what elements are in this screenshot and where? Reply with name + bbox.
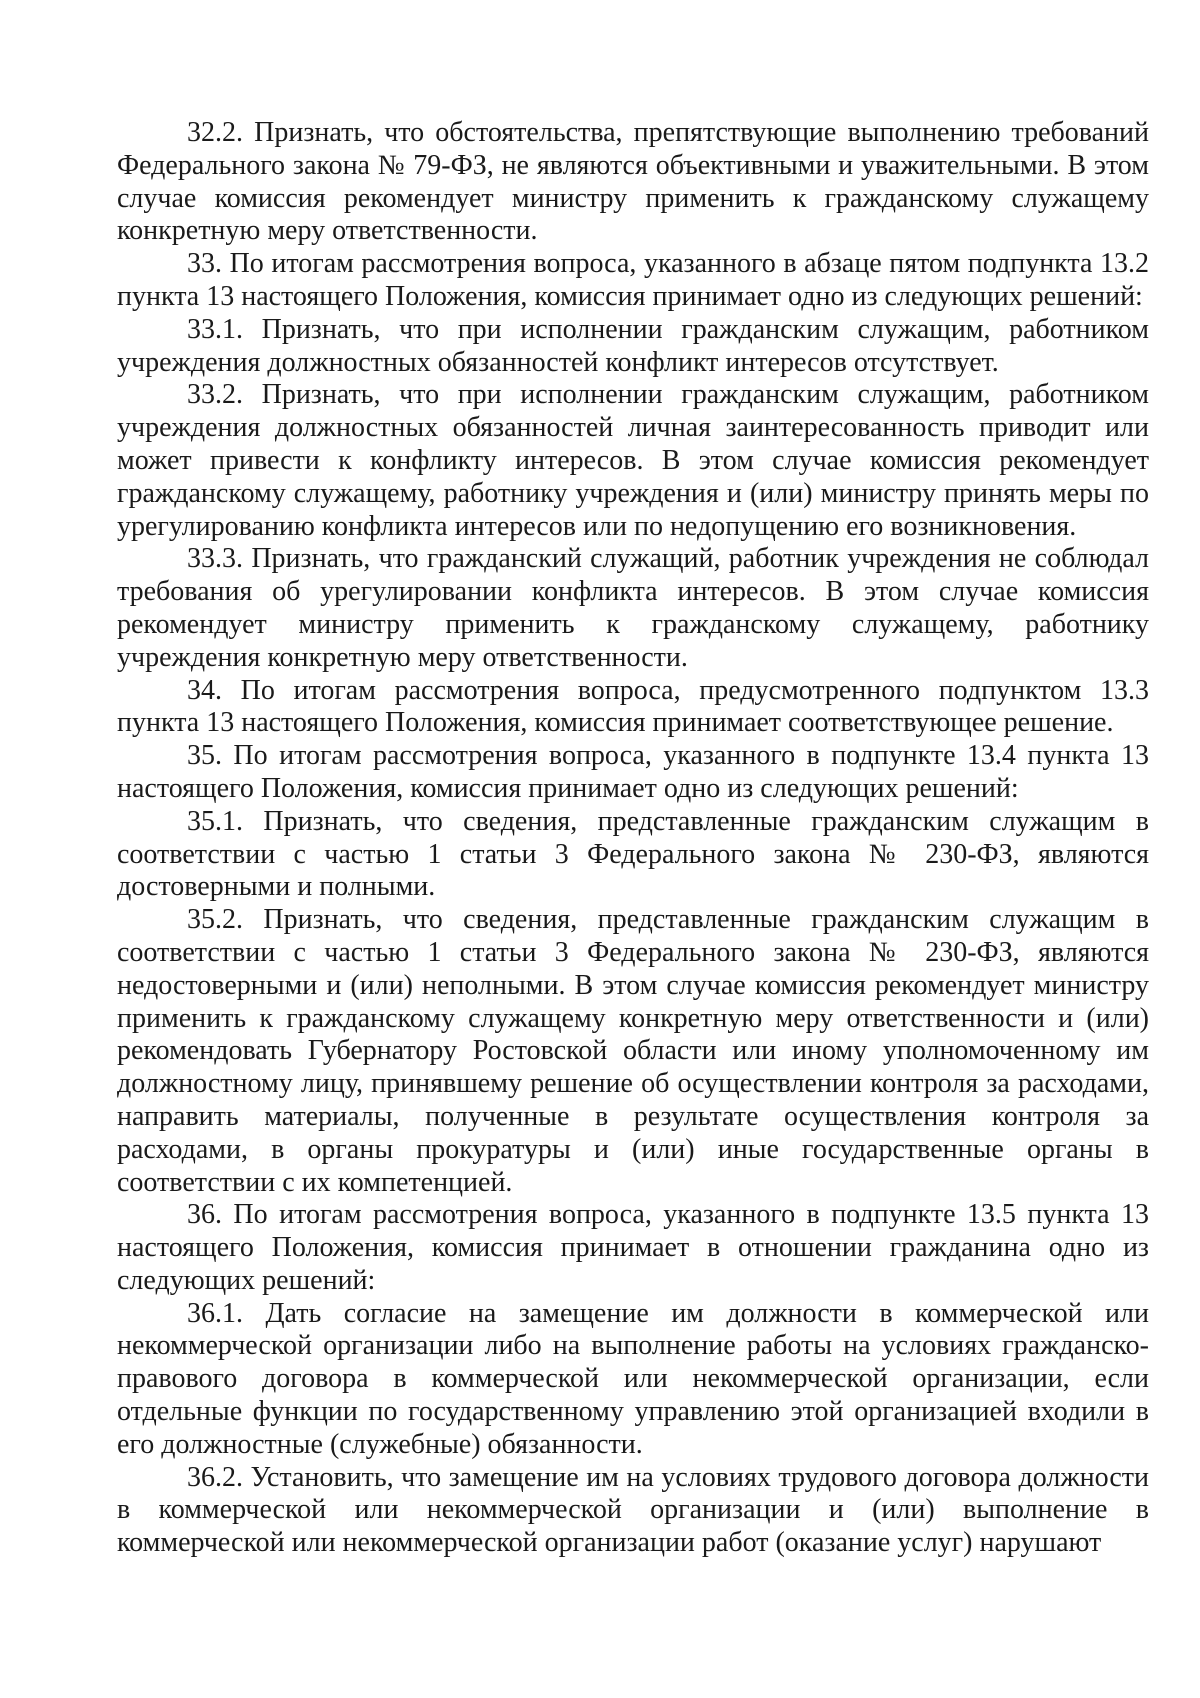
paragraph-33-3: 33.3. Признать, что гражданский служащий, работник учреждения не соблюдал требования об урегулировании конфликта интересов. В этом случае комиссия рекомендует министру применить к гражданскому служащему, работнику учреждения конкретную меру ответственности. (117, 543, 1149, 673)
paragraph-36: 36. По итогам рассмотрения вопроса, указанного в подпункте 13.5 пункта 13 настоящего Положения, комиссия принимает в отношении гражданина одно из следующих решений: (117, 1199, 1149, 1296)
document-page (117, 117, 1149, 1560)
paragraph-35-2: 35.2. Признать, что сведения, представленные гражданским служащим в соответствии с частью 1 статьи 3 Федерального закона № 230-ФЗ, являются недостоверными и (или) неполными. В этом случае комиссия рекомендует министру применить к гражданскому служащему конкретную меру ответственности и (или) рекомендовать Губернатору Ростовской области или иному уполномоченному им должностному лицу, принявшему решение об осуществлении контроля за расходами, направить материалы, полученные в результате осуществления контроля за расходами, в органы прокуратуры и (или) иные государственные органы в соответствии с их компетенцией. (117, 904, 1149, 1198)
paragraph-36-1: 36.1. Дать согласие на замещение им должности в коммерческой или некоммерческой организации либо на выполнение работы на условиях гражданско-правового договора в коммерческой или некоммерческой организации, если отдельные функции по государственному управлению этой организацией входили в его должностные (служебные) обязанности. (117, 1297, 1149, 1460)
paragraph-34: 34. По итогам рассмотрения вопроса, предусмотренного подпунктом 13.3 пункта 13 настоящего Положения, комиссия принимает соответствующее решение. (117, 674, 1149, 739)
paragraph-35-1: 35.1. Признать, что сведения, представленные гражданским служащим в соответствии с частью 1 статьи 3 Федерального закона № 230-ФЗ, являются достоверными и полными. (117, 805, 1149, 903)
paragraph-36-2: 36.2. Установить, что замещение им на условиях трудового договора должности в коммерческой или некоммерческой организации и (или) выполнение в коммерческой или некоммерческой организации работ (оказание услуг) нарушают (117, 1461, 1149, 1559)
paragraph-33-1: 33.1. Признать, что при исполнении гражданским служащим, работником учреждения должностных обязанностей конфликт интересов отсутствует. (117, 313, 1149, 378)
paragraph-33: 33. По итогам рассмотрения вопроса, указанного в абзаце пятом подпункта 13.2 пункта 13 настоящего Положения, комиссия принимает одно из следующих решений: (117, 248, 1149, 312)
paragraph-33-2: 33.2. Признать, что при исполнении гражданским служащим, работником учреждения должностных обязанностей личная заинтересованность приводит или может привести к конфликту интересов. В этом случае комиссия рекомендует гражданскому служащему, работнику учреждения и (или) министру принять меры по урегулированию конфликта интересов или по недопущению его возникновения. (117, 379, 1149, 542)
paragraph-32-2: 32.2. Признать, что обстоятельства, препятствующие выполнению требований Федерального закона № 79-ФЗ, не являются объективными и уважительными. В этом случае комиссия рекомендует министру применить к гражданскому служащему конкретную меру ответственности. (117, 117, 1149, 247)
paragraph-35: 35. По итогам рассмотрения вопроса, указанного в подпункте 13.4 пункта 13 настоящего Положения, комиссия принимает одно из следующих решений: (117, 740, 1149, 804)
